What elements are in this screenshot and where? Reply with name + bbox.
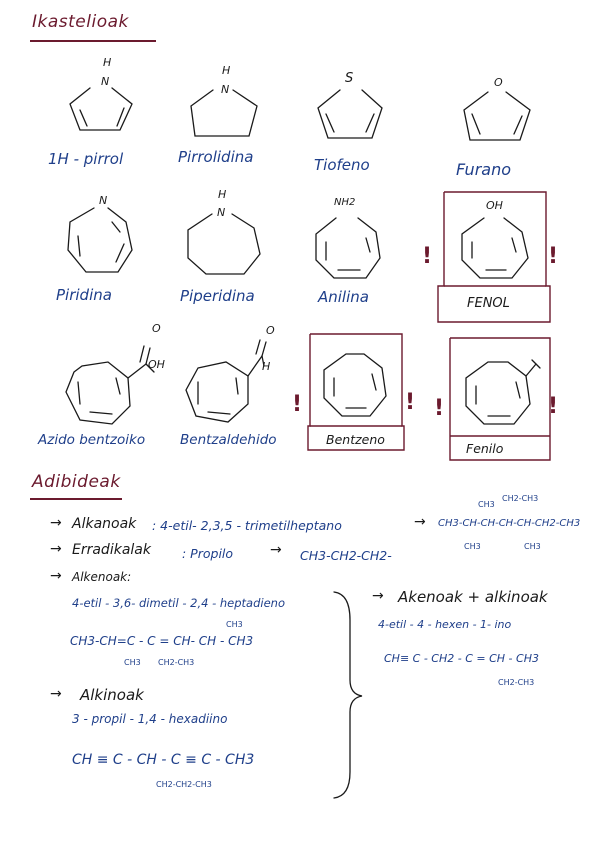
pirrolidina-n: N bbox=[221, 83, 230, 96]
alkenoak-sub-ch3: CH3 bbox=[124, 658, 141, 667]
molecule-name-anilina: Anilina bbox=[318, 288, 369, 306]
piperidina-h: H bbox=[218, 188, 227, 201]
akenoak-sub-ethyl: CH2-CH3 bbox=[498, 678, 535, 687]
arrow-alkanoak: → bbox=[50, 515, 62, 531]
alkanoak-label: Alkanoak bbox=[72, 516, 137, 532]
erradikalak-name: : Propilo bbox=[182, 546, 234, 561]
pirrol-h: H bbox=[103, 56, 112, 69]
piridina-n: N bbox=[99, 194, 108, 207]
alkenoak-name: 4-etil - 3,6- dimetil - 2,4 - heptadieno bbox=[72, 596, 285, 610]
section-title-adibideak: Adibideak bbox=[32, 472, 121, 492]
alkanoak-name: : 4-etil- 2,3,5 - trimetilheptano bbox=[152, 518, 342, 533]
anilina-structure bbox=[310, 210, 386, 284]
azido-bentzoiko-structure bbox=[60, 332, 170, 432]
akenoak-formula: CH≡ C - CH2 - C = CH - CH3 bbox=[384, 652, 539, 665]
azido-oh: OH bbox=[148, 358, 165, 371]
pirrol-n: N bbox=[101, 75, 110, 88]
molecule-name-piperidina: Piperidina bbox=[180, 287, 255, 305]
molecule-name-furano: Furano bbox=[456, 160, 512, 179]
alkenoak-sub-ch2ch3: CH2-CH3 bbox=[158, 658, 195, 667]
alkinoak-formula: CH ≡ C - CH - C ≡ C - CH3 bbox=[72, 752, 255, 768]
furano-o: O bbox=[494, 76, 503, 89]
alkinoak-name: 3 - propil - 1,4 - hexadiino bbox=[72, 712, 228, 726]
molecule-name-pirrolidina: Pirrolidina bbox=[178, 148, 254, 166]
grouping-bracket bbox=[330, 590, 370, 800]
bentzeno-structure bbox=[320, 348, 392, 422]
alkanoak-sub-ch2ch3-top: CH2-CH3 bbox=[502, 494, 539, 503]
fenol-exclamation-left: ! bbox=[422, 244, 433, 269]
furano-structure bbox=[458, 84, 538, 146]
alkanoak-sub-ch3-top1: CH3 bbox=[478, 500, 495, 509]
fenilo-exclamation-right: ! bbox=[548, 394, 559, 419]
piridina-structure bbox=[62, 200, 142, 280]
section-title-ikastelioak: Ikastelioak bbox=[32, 12, 129, 32]
arrow-erradikalak-formula: → bbox=[270, 542, 282, 558]
aldehido-h: H bbox=[262, 360, 271, 373]
anilina-nh2: NH2 bbox=[334, 197, 356, 208]
pirrolidina-h: H bbox=[222, 64, 231, 77]
piperidina-n: N bbox=[217, 206, 226, 219]
bentzeno-exclamation-left: ! bbox=[292, 392, 303, 417]
arrow-alkinoak: → bbox=[50, 686, 62, 702]
fenol-exclamation-right: ! bbox=[548, 244, 559, 269]
molecule-name-tiofeno: Tiofeno bbox=[314, 156, 370, 174]
aldehido-o: O bbox=[266, 324, 275, 337]
erradikalak-formula: CH3-CH2-CH2- bbox=[300, 548, 392, 563]
alkenoak-formula: CH3-CH=C - C = CH- CH - CH3 bbox=[70, 634, 254, 648]
alkanoak-formula: CH3-CH-CH-CH-CH-CH2-CH3 bbox=[438, 518, 581, 529]
arrow-akenoak: → bbox=[372, 588, 384, 604]
alkenoak-label: Alkenoak: bbox=[72, 570, 132, 584]
molecule-name-pirrol: 1H - pirrol bbox=[48, 150, 124, 168]
alkanoak-sub-ch3-bot2: CH3 bbox=[524, 542, 541, 551]
fenilo-exclamation-left: ! bbox=[434, 396, 445, 421]
alkinoak-label: Alkinoak bbox=[80, 686, 144, 704]
alkenoak-sub-ch3-top: CH3 bbox=[226, 620, 243, 629]
erradikalak-label: Erradikalak bbox=[72, 542, 151, 558]
akenoak-name: 4-etil - 4 - hexen - 1- ino bbox=[378, 618, 512, 631]
molecule-name-fenilo: Fenilo bbox=[466, 441, 504, 456]
fenol-oh: OH bbox=[486, 199, 503, 212]
bentzeno-exclamation-right: ! bbox=[405, 390, 416, 415]
fenol-structure bbox=[458, 212, 536, 284]
tiofeno-structure bbox=[312, 80, 388, 144]
bentzaldehido-structure bbox=[180, 334, 290, 430]
molecule-name-bentzaldehido: Bentzaldehido bbox=[180, 432, 277, 448]
alkanoak-sub-ch3-bot1: CH3 bbox=[464, 542, 481, 551]
alkinoak-sub-propil: CH2-CH2-CH3 bbox=[156, 780, 212, 789]
arrow-alkanoak-formula: → bbox=[414, 514, 426, 530]
arrow-erradikalak: → bbox=[50, 541, 62, 557]
fenilo-structure bbox=[462, 356, 546, 432]
azido-o: O bbox=[152, 322, 161, 335]
molecule-name-bentzeno: Bentzeno bbox=[326, 432, 385, 447]
adibideak-underline bbox=[30, 498, 122, 500]
arrow-alkenoak: → bbox=[50, 568, 62, 584]
akenoak-label: Akenoak + alkinoak bbox=[398, 588, 548, 606]
molecule-name-azido-bentzoiko: Azido bentzoiko bbox=[38, 432, 146, 448]
molecule-name-fenol: FENOL bbox=[467, 296, 510, 311]
tiofeno-s: S bbox=[345, 71, 354, 86]
heading-underline bbox=[30, 40, 156, 42]
molecule-name-piridina: Piridina bbox=[56, 286, 112, 304]
